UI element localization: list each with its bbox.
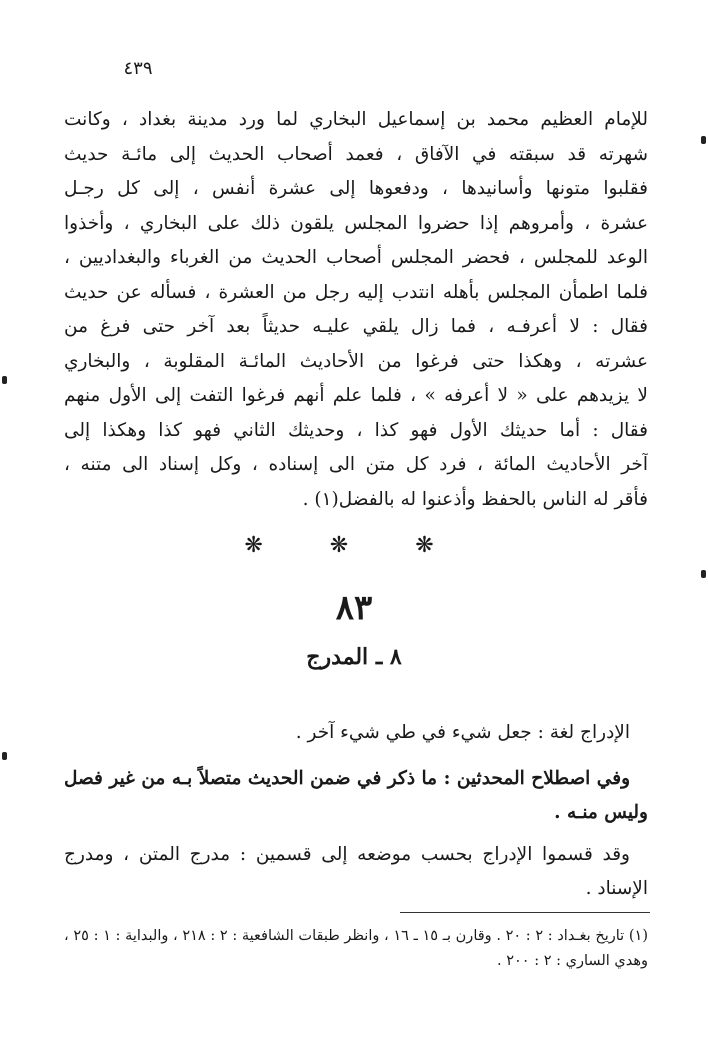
chapter-title: ٨ ـ المدرج bbox=[306, 644, 402, 670]
paragraph-text: الإدراج لغة : جعل شيء في طي شيء آخر . bbox=[295, 722, 630, 743]
text-line: الوعد للمجلس ، فحضر المجلس أصحاب الحديث من الغرباء والبغداديين ، bbox=[64, 247, 648, 268]
text-line: فلما اطمأن المجلس بأهله انتدب إليه رجل من العشرة ، فسأله عن حديث bbox=[64, 281, 648, 303]
chapter-number: ٨٣ bbox=[335, 588, 373, 628]
section-separator: ❋ ❋ ❋ bbox=[244, 533, 464, 558]
scan-edge-mark bbox=[701, 136, 706, 144]
main-paragraph bbox=[64, 103, 648, 517]
text-line: شهرته قد سبقته في الآفاق ، فعمد أصحاب الحديث إلى مائـة حديث bbox=[64, 143, 648, 165]
text-line: فقال : لا أعرفـه ، فما زال يلقي عليـه حديثاً بعد آخر حتى فرغ من bbox=[64, 316, 648, 337]
footnote: (١) تاريخ بغـداد : ٢ : ٢٠ . وقارن بـ ١٥ ـ ١٦ ، وانظر طبقات الشافعية : ٢ : ٢١٨ ، والبداية : ١ : ٢٥ ، وهدي الساري : ٢ : ٢٠٠ . bbox=[64, 928, 648, 969]
text-line: فقال : أما حديثك الأول فهو كذا ، وحديثك الثاني فهو كذا وهكذا إلى bbox=[64, 419, 648, 441]
scan-edge-mark bbox=[2, 752, 7, 760]
page-number: ٤٣٩ bbox=[123, 58, 153, 79]
paragraph-text: وقد قسموا الإدراج بحسب موضعه إلى قسمين : مدرج المتن ، ومدرج الإسناد . bbox=[64, 844, 648, 899]
text-line: عشرته ، وهكذا حتى فرغوا من الأحاديث المائـة المقلوبة ، والبخاري bbox=[64, 350, 648, 372]
text-line: للإمام العظيم محمد بن إسماعيل البخاري لما ورد مدينة بغداد ، وكانت bbox=[64, 109, 648, 130]
division-paragraph bbox=[64, 838, 648, 906]
paragraph-text: وفي اصطلاح المحدثين : ما ذكر في ضمن الحديث متصلاً بـه من غير فصل وليس منـه . bbox=[64, 768, 648, 823]
text-line: آخر الأحاديث المائة ، فرد كل متن الى إسناده ، وكل إسناد الى متنه ، bbox=[64, 454, 648, 475]
scan-edge-mark bbox=[2, 376, 7, 384]
text-line: لا يزيدهم على « لا أعرفه » ، فلما علم أنهم فرغوا التفت إلى الأول منهم bbox=[64, 385, 648, 406]
text-line: فقلبوا متونها وأسانيدها ، ودفعوها إلى عشرة أنفس ، إلى كل رجـل bbox=[64, 178, 648, 199]
text-line: عشرة ، وأمروهم إذا حضروا المجلس يلقون ذلك على البخاري ، وأخذوا bbox=[64, 212, 648, 234]
footnote-divider bbox=[400, 912, 650, 913]
definition-technical bbox=[64, 762, 648, 830]
scan-edge-mark bbox=[701, 570, 706, 578]
definition-linguistic bbox=[64, 716, 648, 750]
text-line: فأقر له الناس بالحفظ وأذعنوا له بالفضل(١) . bbox=[302, 488, 648, 510]
